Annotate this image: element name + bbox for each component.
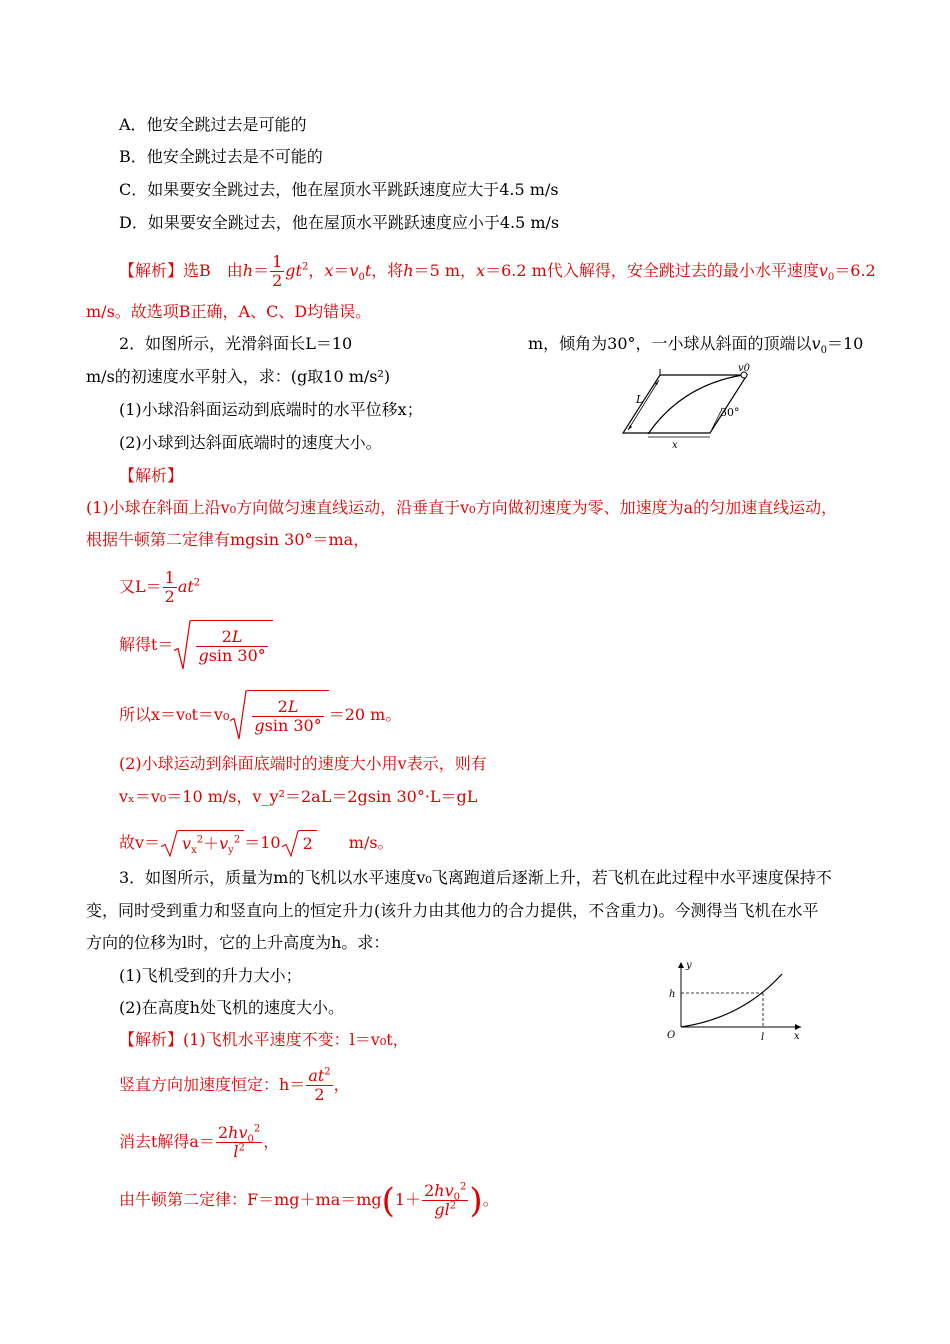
fig-label-x3: x [794, 1031, 800, 1042]
option-a: A．他安全跳过去是可能的 [119, 115, 307, 134]
fig-label-y: y [686, 960, 692, 971]
q2-part2: (2)小球到达斜面底端时的速度大小。 [119, 433, 382, 452]
q2-stem-line1b: m，倾角为30°，一小球从斜面的顶端以$v_0=10$ [528, 334, 864, 357]
fig-label-L: L [636, 393, 644, 406]
fig-label-angle: 30° [720, 406, 740, 419]
q3-sol-4: 由牛顿第二定律：F＝mg＋ma＝mg(1＋ $\frac{2hv_0^2}{gl^2}$ )。 [119, 1180, 499, 1221]
q2-part1: (1)小球沿斜面运动到底端时的水平位移x； [119, 400, 423, 419]
fig-label-h: h [669, 989, 676, 1000]
fig-label-x: x [672, 440, 678, 451]
fig-label-O: O [667, 1030, 676, 1041]
trajectory-figure [662, 958, 807, 1042]
q2-sol-5: 所以x＝v₀t＝v₀ $\frac{2L}{gsin 30^\circ}$ ＝20 m。 [119, 690, 401, 741]
q2-sol-4: 解得t＝ $\frac{2L}{gsin 30^\circ}$ [119, 620, 273, 671]
q2-sol-2: 根据牛顿第二定律有mgsin 30°＝ma， [86, 530, 370, 549]
q3-part1: (1)飞机受到的升力大小； [119, 966, 302, 985]
q1-solution-line1: 【解析】选B 由h＝ $\frac{1}{2}$ $gt^2$，$x=v_0t$，将h＝5 m，x＝6.2 m代入解得，安全跳过去的最小水平速度$v_0=6.2$ [119, 252, 876, 290]
q3-stem-2: 变，同时受到重力和竖直向上的恒定升力(该升力由其他力的合力提供，不含重力)。今测得当飞机在水平 [86, 901, 819, 920]
q3-sol-1: 【解析】(1)飞机水平速度不变：l＝v₀t， [119, 1030, 409, 1049]
q2-sol-3: 又L＝ $\frac{1}{2}$ $at^2$ [119, 568, 201, 606]
q2-sol-8: 故v＝ $v_x^2+v_y^2 =10$ 2 m/s。 [119, 830, 394, 857]
q2-sol-1: (1)小球在斜面上沿v₀方向做匀速直线运动，沿垂直于v₀方向做初速度为零、加速度为a的匀加速直线运动， [86, 498, 838, 517]
q2-sol-6: (2)小球运动到斜面底端时的速度大小用v表示，则有 [119, 754, 487, 773]
q3-sol-3: 消去t解得a＝ $\frac{2hv_0^2}{l^2}$ ， [119, 1123, 280, 1161]
q1-solution-line2: m/s。故选项B正确，A、C、D均错误。 [86, 302, 372, 321]
q3-part2: (2)在高度h处飞机的速度大小。 [119, 998, 344, 1017]
option-d: D．如果要安全跳过去，他在屋顶水平跳跃速度应小于4.5 m/s [119, 213, 560, 232]
option-b: B．他安全跳过去是不可能的 [119, 147, 323, 166]
q3-stem-3: 方向的位移为l时，它的上升高度为h。求： [86, 933, 390, 952]
q3-sol-2: 竖直方向加速度恒定：h＝ $\frac{at^2}{2}$ ， [119, 1066, 350, 1104]
incline-figure [622, 360, 772, 452]
q2-sol-7: vₓ＝v₀＝10 m/s，v_y²＝2aL＝2gsin 30°·L＝gL [119, 787, 478, 806]
q2-stem-line1a: 2．如图所示，光滑斜面长L＝10 [119, 334, 353, 353]
fig-label-l: l [761, 1032, 765, 1042]
solution-tag: 【解析】 [119, 261, 184, 280]
fig-label-v0: v0 [738, 363, 751, 374]
option-c: C．如果要安全跳过去，他在屋顶水平跳跃速度应大于4.5 m/s [119, 180, 559, 199]
q2-stem-line2: m/s的初速度水平射入，求：(g取10 m/s²) [86, 367, 391, 386]
q3-stem-1: 3．如图所示，质量为m的飞机以水平速度v₀飞离跑道后逐渐上升，若飞机在此过程中水平速度保持不 [119, 868, 832, 887]
q2-solution-tag: 【解析】 [119, 466, 184, 485]
